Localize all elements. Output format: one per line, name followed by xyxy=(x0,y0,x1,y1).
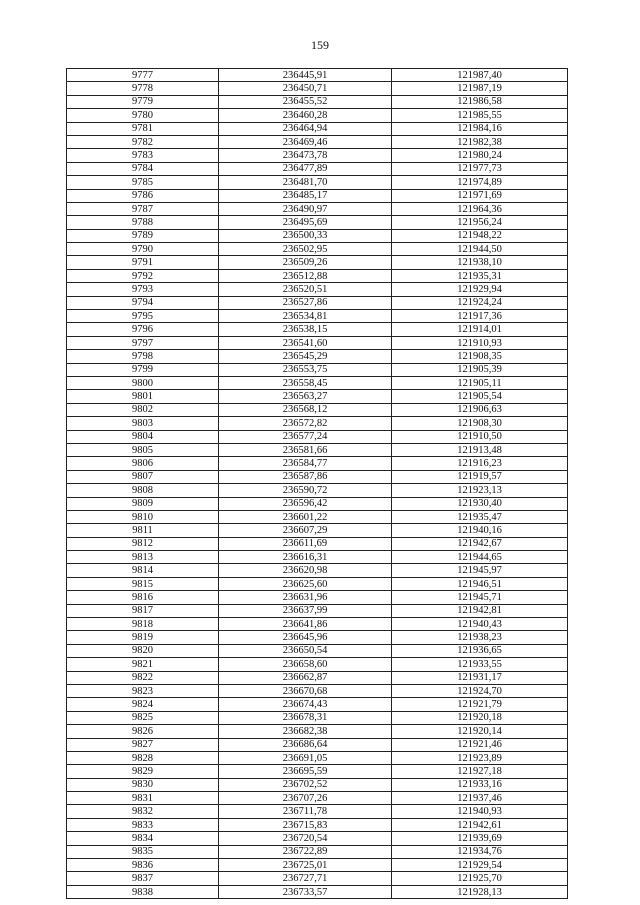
point-number-cell: 9821 xyxy=(67,658,219,671)
y-coordinate-cell: 121971,69 xyxy=(392,189,568,202)
table-row xyxy=(67,738,568,751)
point-number-cell: 9830 xyxy=(67,778,219,791)
y-coordinate-cell: 121945,71 xyxy=(392,591,568,604)
point-number-cell: 9831 xyxy=(67,792,219,805)
x-coordinate-cell: 236596,42 xyxy=(219,497,392,510)
point-number-cell: 9809 xyxy=(67,497,219,510)
x-coordinate-cell: 236572,82 xyxy=(219,417,392,430)
table-row xyxy=(67,283,568,296)
point-number-cell: 9805 xyxy=(67,443,219,456)
x-coordinate-cell: 236577,24 xyxy=(219,430,392,443)
table-row xyxy=(67,658,568,671)
point-number-cell: 9808 xyxy=(67,484,219,497)
y-coordinate-cell: 121919,57 xyxy=(392,470,568,483)
table-row xyxy=(67,69,568,82)
table-row xyxy=(67,122,568,135)
x-coordinate-cell: 236590,72 xyxy=(219,484,392,497)
point-number-cell: 9779 xyxy=(67,95,219,108)
point-number-cell: 9789 xyxy=(67,229,219,242)
point-number-cell: 9793 xyxy=(67,283,219,296)
y-coordinate-cell: 121914,01 xyxy=(392,323,568,336)
table-row xyxy=(67,698,568,711)
x-coordinate-cell: 236520,51 xyxy=(219,283,392,296)
y-coordinate-cell: 121927,18 xyxy=(392,765,568,778)
point-number-cell: 9814 xyxy=(67,564,219,577)
x-coordinate-cell: 236469,46 xyxy=(219,135,392,148)
x-coordinate-cell: 236670,68 xyxy=(219,684,392,697)
point-number-cell: 9785 xyxy=(67,176,219,189)
point-number-cell: 9828 xyxy=(67,751,219,764)
x-coordinate-cell: 236715,83 xyxy=(219,818,392,831)
x-coordinate-cell: 236502,95 xyxy=(219,243,392,256)
y-coordinate-cell: 121982,38 xyxy=(392,135,568,148)
table-row xyxy=(67,818,568,831)
y-coordinate-cell: 121942,61 xyxy=(392,818,568,831)
x-coordinate-cell: 236631,96 xyxy=(219,591,392,604)
table-row xyxy=(67,832,568,845)
table-row xyxy=(67,671,568,684)
y-coordinate-cell: 121942,81 xyxy=(392,604,568,617)
x-coordinate-cell: 236601,22 xyxy=(219,510,392,523)
point-number-cell: 9812 xyxy=(67,537,219,550)
x-coordinate-cell: 236587,86 xyxy=(219,470,392,483)
table-row xyxy=(67,457,568,470)
y-coordinate-cell: 121908,35 xyxy=(392,350,568,363)
point-number-cell: 9798 xyxy=(67,350,219,363)
table-row xyxy=(67,403,568,416)
y-coordinate-cell: 121923,13 xyxy=(392,484,568,497)
table-row xyxy=(67,845,568,858)
x-coordinate-cell: 236584,77 xyxy=(219,457,392,470)
table-row xyxy=(67,778,568,791)
table-row xyxy=(67,135,568,148)
table-row xyxy=(67,82,568,95)
x-coordinate-cell: 236581,66 xyxy=(219,443,392,456)
x-coordinate-cell: 236464,94 xyxy=(219,122,392,135)
y-coordinate-cell: 121933,16 xyxy=(392,778,568,791)
point-number-cell: 9781 xyxy=(67,122,219,135)
y-coordinate-cell: 121916,23 xyxy=(392,457,568,470)
y-coordinate-cell: 121956,24 xyxy=(392,216,568,229)
table-row xyxy=(67,336,568,349)
y-coordinate-cell: 121935,31 xyxy=(392,269,568,282)
x-coordinate-cell: 236527,86 xyxy=(219,296,392,309)
y-coordinate-cell: 121929,94 xyxy=(392,283,568,296)
x-coordinate-cell: 236509,26 xyxy=(219,256,392,269)
point-number-cell: 9780 xyxy=(67,109,219,122)
x-coordinate-cell: 236658,60 xyxy=(219,658,392,671)
table-row xyxy=(67,644,568,657)
x-coordinate-cell: 236733,57 xyxy=(219,885,392,898)
table-row xyxy=(67,751,568,764)
point-number-cell: 9825 xyxy=(67,711,219,724)
table-row xyxy=(67,604,568,617)
y-coordinate-cell: 121984,16 xyxy=(392,122,568,135)
y-coordinate-cell: 121938,10 xyxy=(392,256,568,269)
y-coordinate-cell: 121917,36 xyxy=(392,310,568,323)
point-number-cell: 9833 xyxy=(67,818,219,831)
y-coordinate-cell: 121935,47 xyxy=(392,510,568,523)
y-coordinate-cell: 121980,24 xyxy=(392,149,568,162)
table-row xyxy=(67,564,568,577)
x-coordinate-cell: 236545,29 xyxy=(219,350,392,363)
x-coordinate-cell: 236473,78 xyxy=(219,149,392,162)
y-coordinate-cell: 121974,89 xyxy=(392,176,568,189)
table-row xyxy=(67,872,568,885)
table-row xyxy=(67,417,568,430)
point-number-cell: 9816 xyxy=(67,591,219,604)
y-coordinate-cell: 121928,13 xyxy=(392,885,568,898)
table-row xyxy=(67,216,568,229)
table-row xyxy=(67,470,568,483)
table-row xyxy=(67,524,568,537)
y-coordinate-cell: 121938,23 xyxy=(392,631,568,644)
table-row xyxy=(67,109,568,122)
point-number-cell: 9794 xyxy=(67,296,219,309)
point-number-cell: 9801 xyxy=(67,390,219,403)
y-coordinate-cell: 121944,50 xyxy=(392,243,568,256)
point-number-cell: 9818 xyxy=(67,618,219,631)
table-row xyxy=(67,497,568,510)
x-coordinate-cell: 236641,86 xyxy=(219,618,392,631)
table-row xyxy=(67,591,568,604)
x-coordinate-cell: 236553,75 xyxy=(219,363,392,376)
x-coordinate-cell: 236650,54 xyxy=(219,644,392,657)
point-number-cell: 9807 xyxy=(67,470,219,483)
table-row xyxy=(67,711,568,724)
x-coordinate-cell: 236538,15 xyxy=(219,323,392,336)
point-number-cell: 9837 xyxy=(67,872,219,885)
y-coordinate-cell: 121905,11 xyxy=(392,376,568,389)
x-coordinate-cell: 236500,33 xyxy=(219,229,392,242)
point-number-cell: 9832 xyxy=(67,805,219,818)
x-coordinate-cell: 236637,99 xyxy=(219,604,392,617)
point-number-cell: 9804 xyxy=(67,430,219,443)
y-coordinate-cell: 121925,70 xyxy=(392,872,568,885)
x-coordinate-cell: 236611,69 xyxy=(219,537,392,550)
point-number-cell: 9820 xyxy=(67,644,219,657)
table-row xyxy=(67,551,568,564)
x-coordinate-cell: 236645,96 xyxy=(219,631,392,644)
table-row xyxy=(67,189,568,202)
x-coordinate-cell: 236450,71 xyxy=(219,82,392,95)
x-coordinate-cell: 236720,54 xyxy=(219,832,392,845)
y-coordinate-cell: 121905,39 xyxy=(392,363,568,376)
y-coordinate-cell: 121946,51 xyxy=(392,577,568,590)
table-row xyxy=(67,296,568,309)
table-row xyxy=(67,765,568,778)
table-row xyxy=(67,269,568,282)
point-number-cell: 9795 xyxy=(67,310,219,323)
table-row xyxy=(67,176,568,189)
x-coordinate-cell: 236711,78 xyxy=(219,805,392,818)
y-coordinate-cell: 121940,16 xyxy=(392,524,568,537)
page-number: 159 xyxy=(311,38,329,52)
y-coordinate-cell: 121948,22 xyxy=(392,229,568,242)
x-coordinate-cell: 236695,59 xyxy=(219,765,392,778)
table-row xyxy=(67,202,568,215)
x-coordinate-cell: 236691,05 xyxy=(219,751,392,764)
x-coordinate-cell: 236702,52 xyxy=(219,778,392,791)
point-number-cell: 9790 xyxy=(67,243,219,256)
point-number-cell: 9829 xyxy=(67,765,219,778)
point-number-cell: 9815 xyxy=(67,577,219,590)
y-coordinate-cell: 121940,93 xyxy=(392,805,568,818)
table-row xyxy=(67,95,568,108)
table-row xyxy=(67,684,568,697)
y-coordinate-cell: 121921,46 xyxy=(392,738,568,751)
point-number-cell: 9835 xyxy=(67,845,219,858)
point-number-cell: 9797 xyxy=(67,336,219,349)
point-number-cell: 9796 xyxy=(67,323,219,336)
x-coordinate-cell: 236485,17 xyxy=(219,189,392,202)
table-row xyxy=(67,430,568,443)
y-coordinate-cell: 121977,73 xyxy=(392,162,568,175)
point-number-cell: 9792 xyxy=(67,269,219,282)
point-number-cell: 9836 xyxy=(67,859,219,872)
y-coordinate-cell: 121939,69 xyxy=(392,832,568,845)
x-coordinate-cell: 236686,64 xyxy=(219,738,392,751)
x-coordinate-cell: 236678,31 xyxy=(219,711,392,724)
x-coordinate-cell: 236490,97 xyxy=(219,202,392,215)
table-row xyxy=(67,537,568,550)
table-row xyxy=(67,792,568,805)
table-row xyxy=(67,443,568,456)
point-number-cell: 9803 xyxy=(67,417,219,430)
x-coordinate-cell: 236455,52 xyxy=(219,95,392,108)
y-coordinate-cell: 121921,79 xyxy=(392,698,568,711)
y-coordinate-cell: 121923,89 xyxy=(392,751,568,764)
x-coordinate-cell: 236662,87 xyxy=(219,671,392,684)
y-coordinate-cell: 121924,70 xyxy=(392,684,568,697)
table-row xyxy=(67,631,568,644)
y-coordinate-cell: 121987,19 xyxy=(392,82,568,95)
x-coordinate-cell: 236625,60 xyxy=(219,577,392,590)
table-row xyxy=(67,885,568,898)
x-coordinate-cell: 236460,28 xyxy=(219,109,392,122)
point-number-cell: 9826 xyxy=(67,725,219,738)
y-coordinate-cell: 121985,55 xyxy=(392,109,568,122)
x-coordinate-cell: 236727,71 xyxy=(219,872,392,885)
table-row xyxy=(67,243,568,256)
x-coordinate-cell: 236558,45 xyxy=(219,376,392,389)
y-coordinate-cell: 121936,65 xyxy=(392,644,568,657)
point-number-cell: 9791 xyxy=(67,256,219,269)
table-row xyxy=(67,310,568,323)
table-row xyxy=(67,390,568,403)
x-coordinate-cell: 236707,26 xyxy=(219,792,392,805)
point-number-cell: 9824 xyxy=(67,698,219,711)
coordinates-table xyxy=(66,68,568,899)
point-number-cell: 9811 xyxy=(67,524,219,537)
y-coordinate-cell: 121964,36 xyxy=(392,202,568,215)
y-coordinate-cell: 121937,46 xyxy=(392,792,568,805)
point-number-cell: 9782 xyxy=(67,135,219,148)
x-coordinate-cell: 236495,69 xyxy=(219,216,392,229)
table-row xyxy=(67,510,568,523)
point-number-cell: 9834 xyxy=(67,832,219,845)
x-coordinate-cell: 236682,38 xyxy=(219,725,392,738)
y-coordinate-cell: 121933,55 xyxy=(392,658,568,671)
point-number-cell: 9802 xyxy=(67,403,219,416)
y-coordinate-cell: 121944,65 xyxy=(392,551,568,564)
table-row xyxy=(67,725,568,738)
y-coordinate-cell: 121986,58 xyxy=(392,95,568,108)
point-number-cell: 9822 xyxy=(67,671,219,684)
y-coordinate-cell: 121929,54 xyxy=(392,859,568,872)
point-number-cell: 9783 xyxy=(67,149,219,162)
point-number-cell: 9800 xyxy=(67,376,219,389)
table-row xyxy=(67,577,568,590)
table-row xyxy=(67,484,568,497)
y-coordinate-cell: 121940,43 xyxy=(392,618,568,631)
x-coordinate-cell: 236620,98 xyxy=(219,564,392,577)
point-number-cell: 9813 xyxy=(67,551,219,564)
point-number-cell: 9778 xyxy=(67,82,219,95)
coordinates-table-body xyxy=(67,69,568,899)
point-number-cell: 9777 xyxy=(67,69,219,82)
x-coordinate-cell: 236534,81 xyxy=(219,310,392,323)
point-number-cell: 9823 xyxy=(67,684,219,697)
table-row xyxy=(67,363,568,376)
x-coordinate-cell: 236512,88 xyxy=(219,269,392,282)
point-number-cell: 9817 xyxy=(67,604,219,617)
point-number-cell: 9799 xyxy=(67,363,219,376)
table-row xyxy=(67,149,568,162)
y-coordinate-cell: 121905,54 xyxy=(392,390,568,403)
point-number-cell: 9788 xyxy=(67,216,219,229)
table-row xyxy=(67,350,568,363)
y-coordinate-cell: 121930,40 xyxy=(392,497,568,510)
x-coordinate-cell: 236541,60 xyxy=(219,336,392,349)
point-number-cell: 9806 xyxy=(67,457,219,470)
point-number-cell: 9787 xyxy=(67,202,219,215)
table-row xyxy=(67,162,568,175)
x-coordinate-cell: 236477,89 xyxy=(219,162,392,175)
x-coordinate-cell: 236616,31 xyxy=(219,551,392,564)
x-coordinate-cell: 236445,91 xyxy=(219,69,392,82)
x-coordinate-cell: 236607,29 xyxy=(219,524,392,537)
point-number-cell: 9786 xyxy=(67,189,219,202)
table-row xyxy=(67,618,568,631)
x-coordinate-cell: 236568,12 xyxy=(219,403,392,416)
y-coordinate-cell: 121934,76 xyxy=(392,845,568,858)
y-coordinate-cell: 121913,48 xyxy=(392,443,568,456)
y-coordinate-cell: 121945,97 xyxy=(392,564,568,577)
y-coordinate-cell: 121942,67 xyxy=(392,537,568,550)
x-coordinate-cell: 236481,70 xyxy=(219,176,392,189)
point-number-cell: 9827 xyxy=(67,738,219,751)
y-coordinate-cell: 121910,50 xyxy=(392,430,568,443)
y-coordinate-cell: 121910,93 xyxy=(392,336,568,349)
y-coordinate-cell: 121908,30 xyxy=(392,417,568,430)
point-number-cell: 9810 xyxy=(67,510,219,523)
y-coordinate-cell: 121906,63 xyxy=(392,403,568,416)
x-coordinate-cell: 236563,27 xyxy=(219,390,392,403)
y-coordinate-cell: 121931,17 xyxy=(392,671,568,684)
y-coordinate-cell: 121920,14 xyxy=(392,725,568,738)
table-row xyxy=(67,376,568,389)
table-row xyxy=(67,805,568,818)
point-number-cell: 9838 xyxy=(67,885,219,898)
table-row xyxy=(67,256,568,269)
point-number-cell: 9784 xyxy=(67,162,219,175)
table-row xyxy=(67,859,568,872)
point-number-cell: 9819 xyxy=(67,631,219,644)
x-coordinate-cell: 236674,43 xyxy=(219,698,392,711)
x-coordinate-cell: 236722,89 xyxy=(219,845,392,858)
x-coordinate-cell: 236725,01 xyxy=(219,859,392,872)
y-coordinate-cell: 121924,24 xyxy=(392,296,568,309)
y-coordinate-cell: 121920,18 xyxy=(392,711,568,724)
table-row xyxy=(67,323,568,336)
table-row xyxy=(67,229,568,242)
y-coordinate-cell: 121987,40 xyxy=(392,69,568,82)
